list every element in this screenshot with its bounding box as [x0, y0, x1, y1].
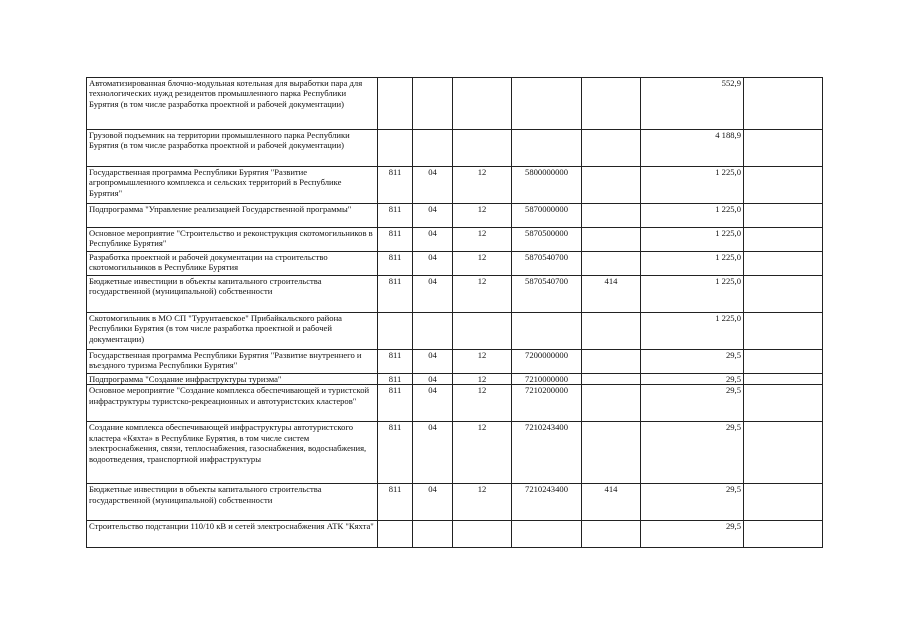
row-vr-cell: 414: [582, 276, 641, 313]
row-extra-cell: [744, 228, 823, 252]
row-vr-cell: [582, 422, 641, 484]
row-name-cell: Бюджетные инвестиции в объекты капитального строительства государственной (муниципальной) собственности: [87, 484, 378, 521]
row-name-cell: Скотомогильник в МО СП "Турунтаевское" Прибайкальского района Республики Бурятия (в том числе разработка проектной и рабочей документации): [87, 313, 378, 350]
row-csr-cell: [512, 130, 582, 167]
row-name-cell: Подпрограмма "Создание инфраструктуры туризма": [87, 374, 378, 385]
row-pr-cell: [453, 313, 512, 350]
table-row: [87, 521, 823, 548]
row-rz-cell: 04: [413, 484, 453, 521]
row-pr-cell: 12: [453, 422, 512, 484]
row-ved-cell: 811: [378, 374, 413, 385]
row-sum-cell: 29,5: [641, 521, 744, 548]
table-row: [87, 313, 823, 350]
table-row: [87, 374, 823, 385]
row-csr-cell: [512, 313, 582, 350]
row-extra-cell: [744, 252, 823, 276]
row-csr-cell: 7200000000: [512, 350, 582, 374]
row-extra-cell: [744, 167, 823, 204]
row-name-cell: Разработка проектной и рабочей документации на строительство скотомогильников в Республике Бурятия: [87, 252, 378, 276]
row-ved-cell: 811: [378, 228, 413, 252]
row-vr-cell: [582, 252, 641, 276]
row-rz-cell: 04: [413, 228, 453, 252]
row-vr-cell: [582, 228, 641, 252]
row-name-cell: Основное мероприятие "Создание комплекса обеспечивающей и туристской инфраструктуры туристско-рекреационных и автотуристских кластеров": [87, 385, 378, 422]
row-pr-cell: [453, 521, 512, 548]
table-row: [87, 422, 823, 484]
row-name-cell: Государственная программа Республики Бурятия "Развитие внутреннего и въездного туризма Республики Бурятия": [87, 350, 378, 374]
table-row: [87, 252, 823, 276]
row-name-cell: Создание комплекса обеспечивающей инфраструктуры автотуристского кластера «Кяхта» в Республике Бурятия, в том числе систем электроснабжения, связи, теплоснабжения, газоснабжения, водоснабжения, водоотведения, транспортной инфраструктуры: [87, 422, 378, 484]
row-ved-cell: [378, 78, 413, 130]
row-sum-cell: 1 225,0: [641, 167, 744, 204]
row-rz-cell: 04: [413, 276, 453, 313]
row-ved-cell: [378, 130, 413, 167]
row-sum-cell: 1 225,0: [641, 313, 744, 350]
row-sum-cell: 4 188,9: [641, 130, 744, 167]
row-name-cell: Государственная программа Республики Бурятия "Развитие агропромышленного комплекса и сельских территорий в Республике Бурятия": [87, 167, 378, 204]
row-ved-cell: 811: [378, 422, 413, 484]
row-rz-cell: [413, 130, 453, 167]
row-rz-cell: 04: [413, 204, 453, 228]
row-vr-cell: 414: [582, 484, 641, 521]
row-rz-cell: [413, 313, 453, 350]
row-sum-cell: 29,5: [641, 350, 744, 374]
row-name-cell: Грузовой подъемник на территории промышленного парка Республики Бурятия (в том числе разработка проектной и рабочей документации): [87, 130, 378, 167]
row-ved-cell: [378, 313, 413, 350]
table-row: [87, 130, 823, 167]
row-pr-cell: 12: [453, 350, 512, 374]
row-extra-cell: [744, 374, 823, 385]
row-rz-cell: [413, 78, 453, 130]
row-pr-cell: 12: [453, 167, 512, 204]
row-pr-cell: [453, 130, 512, 167]
row-rz-cell: 04: [413, 374, 453, 385]
row-rz-cell: 04: [413, 252, 453, 276]
row-ved-cell: 811: [378, 385, 413, 422]
row-pr-cell: 12: [453, 385, 512, 422]
row-csr-cell: 5870540700: [512, 276, 582, 313]
row-ved-cell: 811: [378, 484, 413, 521]
row-pr-cell: [453, 78, 512, 130]
row-extra-cell: [744, 350, 823, 374]
row-vr-cell: [582, 130, 641, 167]
row-sum-cell: 29,5: [641, 484, 744, 521]
row-csr-cell: 5800000000: [512, 167, 582, 204]
row-rz-cell: 04: [413, 385, 453, 422]
table-row: [87, 228, 823, 252]
row-pr-cell: 12: [453, 374, 512, 385]
row-pr-cell: 12: [453, 484, 512, 521]
row-extra-cell: [744, 422, 823, 484]
row-sum-cell: 552,9: [641, 78, 744, 130]
row-extra-cell: [744, 484, 823, 521]
row-ved-cell: 811: [378, 350, 413, 374]
row-sum-cell: 29,5: [641, 422, 744, 484]
row-csr-cell: 7210243400: [512, 484, 582, 521]
row-vr-cell: [582, 204, 641, 228]
row-csr-cell: [512, 78, 582, 130]
row-rz-cell: [413, 521, 453, 548]
row-vr-cell: [582, 350, 641, 374]
budget-table: [86, 77, 823, 548]
row-sum-cell: 1 225,0: [641, 204, 744, 228]
row-extra-cell: [744, 78, 823, 130]
row-name-cell: Строительство подстанции 110/10 кВ и сетей электроснабжения АТК "Кяхта": [87, 521, 378, 548]
row-csr-cell: 7210200000: [512, 385, 582, 422]
row-csr-cell: 7210000000: [512, 374, 582, 385]
row-name-cell: Бюджетные инвестиции в объекты капитального строительства государственной (муниципальной) собственности: [87, 276, 378, 313]
row-vr-cell: [582, 521, 641, 548]
row-name-cell: Подпрограмма "Управление реализацией Государственной программы": [87, 204, 378, 228]
row-rz-cell: 04: [413, 350, 453, 374]
row-sum-cell: 1 225,0: [641, 276, 744, 313]
row-ved-cell: 811: [378, 276, 413, 313]
row-extra-cell: [744, 313, 823, 350]
table-row: [87, 276, 823, 313]
row-extra-cell: [744, 204, 823, 228]
row-name-cell: Автоматизированная блочно-модульная котельная для выработки пара для технологических нужд резидентов промышленного парка Республики Бурятия (в том числе разработка проектной и рабочей документации): [87, 78, 378, 130]
row-extra-cell: [744, 276, 823, 313]
table-row: [87, 167, 823, 204]
row-sum-cell: 1 225,0: [641, 252, 744, 276]
row-ved-cell: 811: [378, 167, 413, 204]
row-vr-cell: [582, 313, 641, 350]
row-pr-cell: 12: [453, 276, 512, 313]
table-body: [87, 78, 823, 548]
row-csr-cell: 7210243400: [512, 422, 582, 484]
row-vr-cell: [582, 374, 641, 385]
row-ved-cell: 811: [378, 252, 413, 276]
row-ved-cell: [378, 521, 413, 548]
row-name-cell: Основное мероприятие "Строительство и реконструкция скотомогильников в Республике Бурятия": [87, 228, 378, 252]
table-row: [87, 385, 823, 422]
row-vr-cell: [582, 167, 641, 204]
table-row: [87, 484, 823, 521]
row-csr-cell: [512, 521, 582, 548]
row-vr-cell: [582, 385, 641, 422]
row-pr-cell: 12: [453, 252, 512, 276]
table-row: [87, 78, 823, 130]
table-row: [87, 350, 823, 374]
row-pr-cell: 12: [453, 204, 512, 228]
row-rz-cell: 04: [413, 422, 453, 484]
table-row: [87, 204, 823, 228]
row-extra-cell: [744, 385, 823, 422]
row-extra-cell: [744, 130, 823, 167]
row-sum-cell: 29,5: [641, 385, 744, 422]
row-pr-cell: 12: [453, 228, 512, 252]
row-csr-cell: 5870000000: [512, 204, 582, 228]
row-sum-cell: 29,5: [641, 374, 744, 385]
row-vr-cell: [582, 78, 641, 130]
row-rz-cell: 04: [413, 167, 453, 204]
row-csr-cell: 5870540700: [512, 252, 582, 276]
row-sum-cell: 1 225,0: [641, 228, 744, 252]
row-ved-cell: 811: [378, 204, 413, 228]
row-csr-cell: 5870500000: [512, 228, 582, 252]
row-extra-cell: [744, 521, 823, 548]
